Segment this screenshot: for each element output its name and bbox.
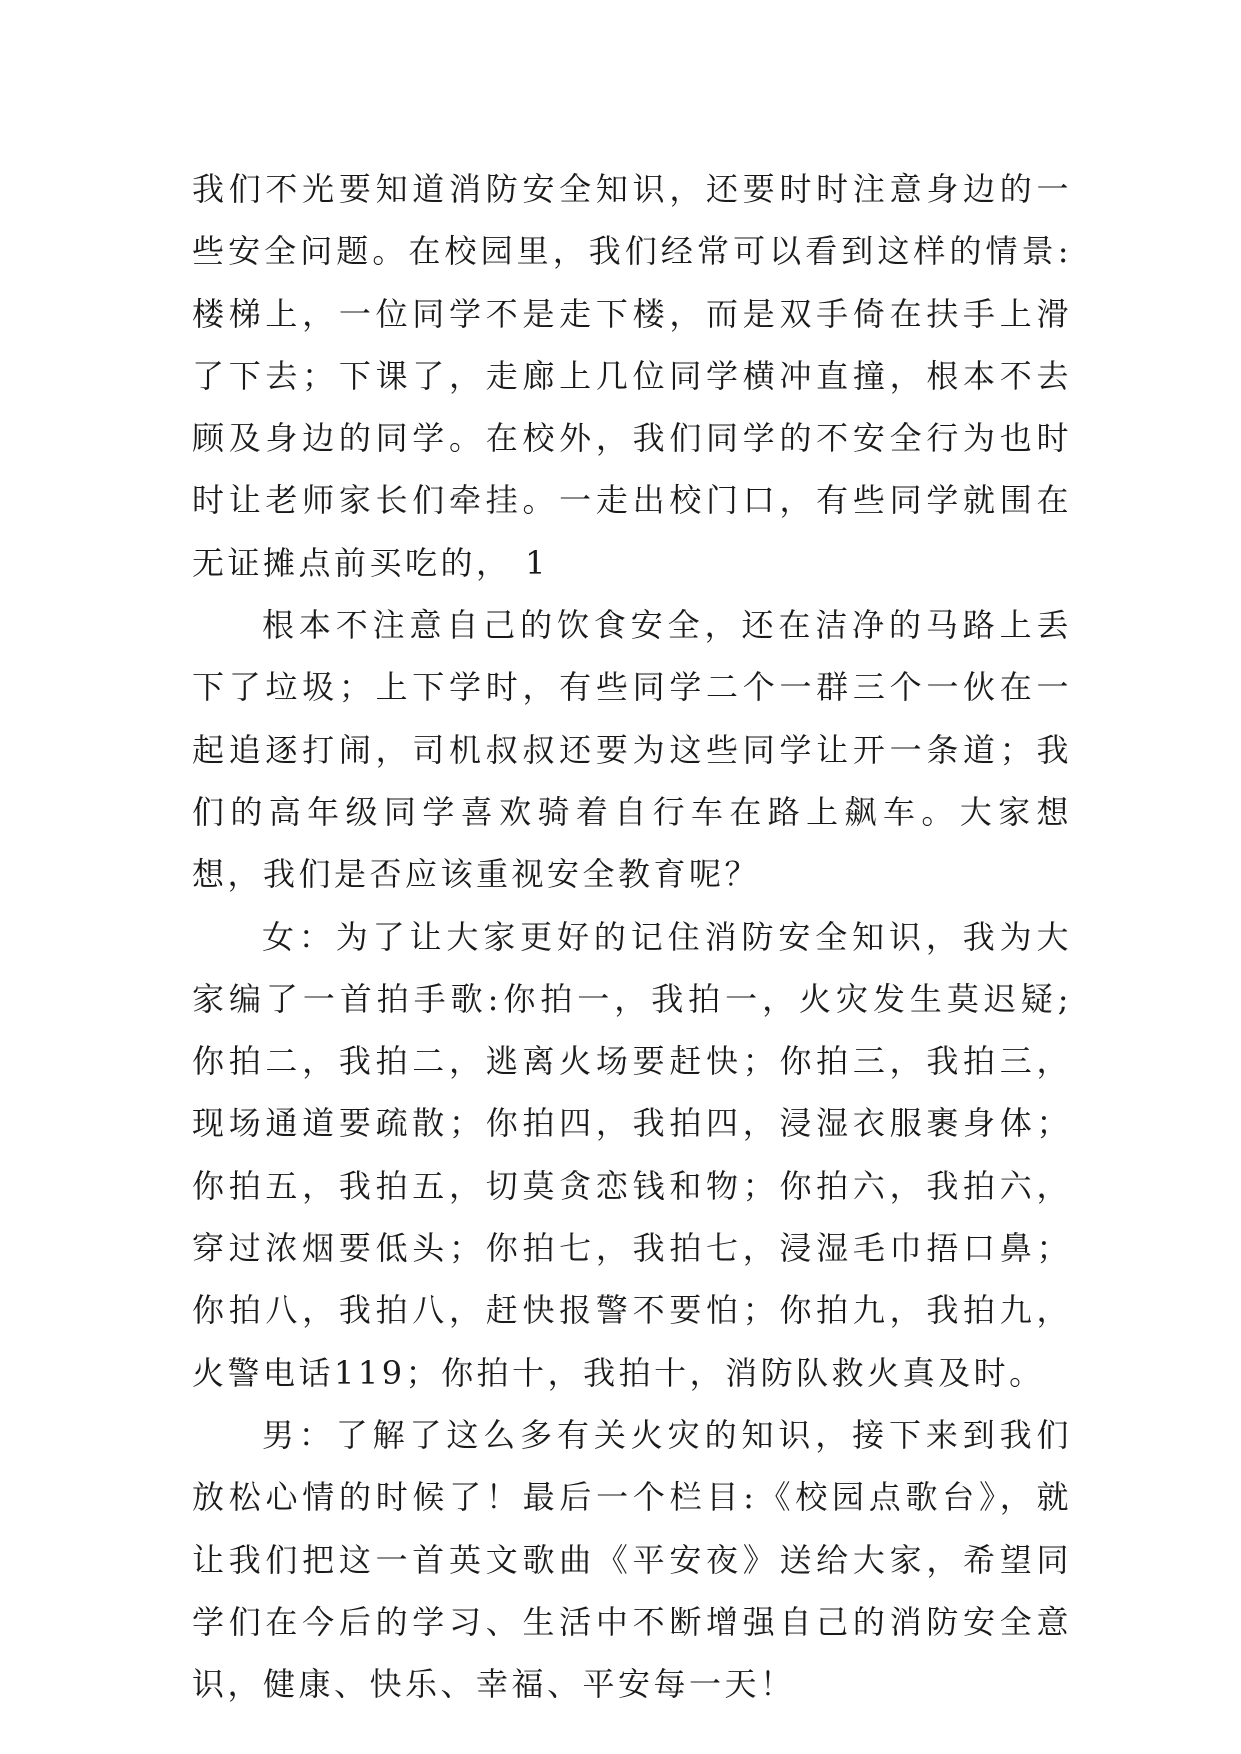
body-text (192, 158, 1072, 1715)
paragraph-1: 我们不光要知道消防安全知识，还要时时注意身边的一些安全问题。在校园里，我们经常可以看到这样的情景:楼梯上，一位同学不是走下楼，而是双手倚在扶手上滑了下去；下课了，走廊上几位同学横冲直撞，根本不去顾及身边的同学。在校外，我们同学的不安全行为也时时让老师家长们牵挂。一走出校门口，有些同学就围在无证摊点前买吃的， 1 (192, 170, 1072, 582)
paragraph-4-male-host: 男：了解了这么多有关火灾的知识，接下来到我们放松心情的时候了！最后一个栏目:《校园点歌台》，就让我们把这一首英文歌曲《平安夜》送给大家，希望同学们在今后的学习、生活中不断增强自己的消防安全意识，健康、快乐、幸福、平安每一天！ (192, 1415, 1072, 1704)
paragraph-2: 根本不注意自己的饮食安全，还在洁净的马路上丢下了垃圾；上下学时，有些同学二个一群三个一伙在一起追逐打闹，司机叔叔还要为这些同学让开一条道；我们的高年级同学喜欢骑着自行车在路上飙车。大家想想，我们是否应该重视安全教育呢？ (192, 606, 1072, 894)
paragraph-3-female-host: 女：为了让大家更好的记住消防安全知识，我为大家编了一首拍手歌:你拍一，我拍一，火灾发生莫迟疑;你拍二，我拍二，逃离火场要赶快；你拍三，我拍三，现场通道要疏散；你拍四，我拍四，浸湿衣服裹身体；你拍五，我拍五，切莫贪恋钱和物；你拍六，我拍六，穿过浓烟要低头；你拍七，我拍七，浸湿毛巾捂口鼻；你拍八，我拍八，赶快报警不要怕；你拍九，我拍九，火警电话119；你拍十，我拍十，消防队救火真及时。 (192, 917, 1072, 1392)
